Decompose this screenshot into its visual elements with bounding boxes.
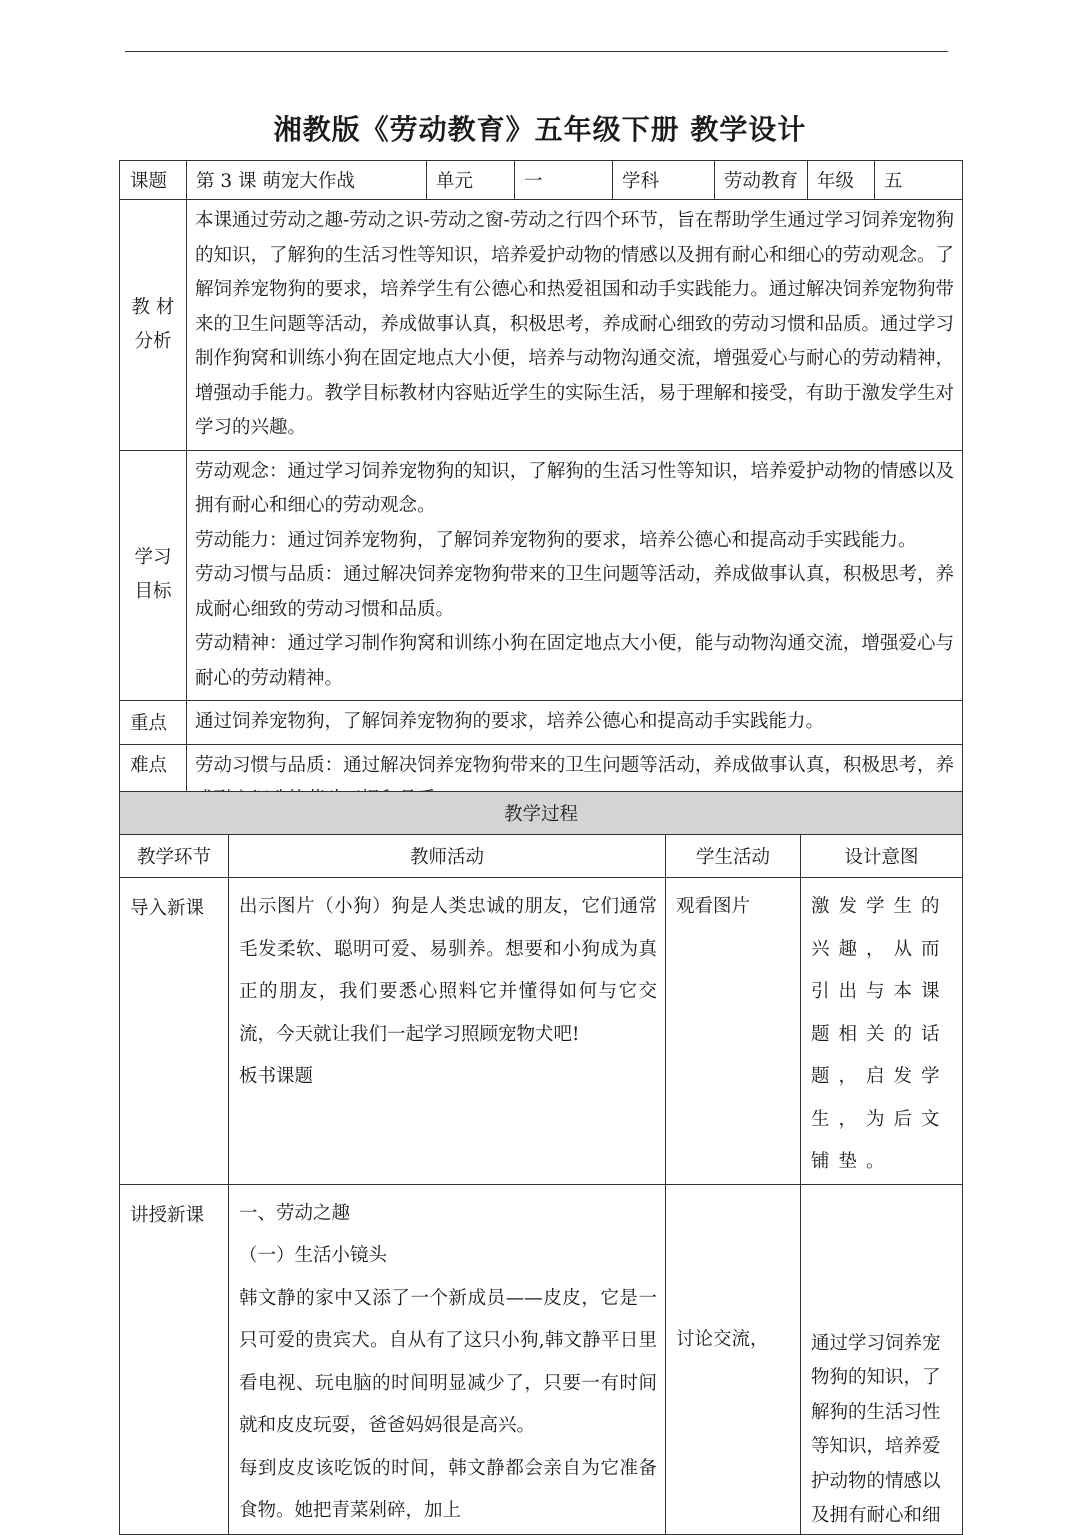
process-header-row (120, 835, 963, 878)
intro-teacher-note: 板书课题 (239, 1066, 314, 1087)
analysis-label-line1: 教 材 (131, 296, 175, 318)
teach-subsection: （一）生活小镜头 (239, 1245, 388, 1266)
objective-item: 劳动能力：通过饲养宠物狗，了解饲养宠物狗的要求，培养公德心和提高动手实践能力。 (195, 529, 917, 551)
lesson-label: 课题 (120, 161, 187, 200)
objectives-label (120, 450, 187, 701)
intro-row (120, 878, 963, 1185)
difficulty-label: 难点 (120, 744, 187, 822)
document-title: 湘教版《劳动教育》五年级下册 教学设计 (273, 113, 807, 146)
teach-row (120, 1184, 963, 1534)
intro-student: 观看图片 (666, 878, 801, 1185)
objectives-label-line2: 目标 (134, 581, 172, 603)
teaching-process-table (119, 791, 963, 1535)
difficulty-text: 劳动习惯与品质：通过解决饲养宠物狗带来的卫生问题等活动，养成做事认真，积极思考，养 (187, 744, 963, 822)
unit-value: 一 (515, 161, 613, 200)
lesson-value: 第 3 课 萌宠大作战 (187, 161, 427, 200)
key-point-row (120, 701, 963, 745)
header-teacher: 教师活动 (229, 835, 666, 878)
intro-teacher (229, 878, 666, 1185)
intro-intent (801, 878, 963, 1185)
grade-label: 年级 (808, 161, 875, 200)
analysis-row (120, 200, 963, 451)
process-band-title: 教学过程 (120, 792, 963, 835)
teach-intent: 通过学习饲养宠物狗的知识，了解狗的生活习性等知识，培养爱护动物的情感以及拥有耐心和细 (801, 1184, 963, 1534)
analysis-label (120, 200, 187, 451)
info-row (120, 161, 963, 200)
grade-value: 五 (875, 161, 963, 200)
subject-label: 学科 (613, 161, 715, 200)
key-point-label: 重点 (120, 701, 187, 745)
header-rule (125, 51, 948, 52)
key-point-text: 通过饲养宠物狗，了解饲养宠物狗的要求，培养公德心和提高动手实践能力。 (187, 701, 963, 745)
analysis-label-line2: 分析 (134, 330, 172, 352)
objective-item: 劳动精神：通过学习制作狗窝和训练小狗在固定地点大小便，能与动物沟通交流，增强爱心与耐心的劳动精神。 (195, 633, 954, 689)
intro-intent-text: 激发学生的兴趣，从而引出与本课题相关的话题，启发学生，为后文铺垫。 (811, 896, 949, 1172)
objectives-row (120, 450, 963, 701)
process-band-row (120, 792, 963, 835)
header-stage: 教学环节 (120, 835, 229, 878)
teach-stage: 讲授新课 (120, 1184, 229, 1534)
unit-label: 单元 (427, 161, 515, 200)
teach-para2: 每到皮皮该吃饭的时间，韩文静都会亲自为它准备食物。她把青菜剁碎，加上 (239, 1457, 657, 1521)
teach-teacher (229, 1184, 666, 1534)
objectives-label-line1: 学习 (134, 547, 172, 569)
teach-section: 一、劳动之趣 (239, 1202, 351, 1224)
subject-value: 劳动教育 (715, 161, 808, 200)
teach-para1: 韩文静的家中又添了一个新成员——皮皮，它是一只可爱的贵宾犬。自从有了这只小狗,韩文静平日里看电视、玩电脑的时间明显减少了，只要一有时间就和皮皮玩耍，爸爸妈妈很是高兴。 (239, 1287, 657, 1436)
intro-teacher-text: 出示图片（小狗）狗是人类忠诚的朋友，它们通常毛发柔软、聪明可爱、易驯养。想要和小狗成为真正的朋友，我们要悉心照料它并懂得如何与它交流，今天就让我们一起学习照顾宠物犬吧! (239, 896, 657, 1045)
objective-item: 劳动观念：通过学习饲养宠物狗的知识，了解狗的生活习性等知识，培养爱护动物的情感以及拥有耐心和细心的劳动观念。 (195, 460, 954, 516)
teach-student: 讨论交流， (666, 1184, 801, 1534)
intro-stage: 导入新课 (120, 878, 229, 1185)
header-intent: 设计意图 (801, 835, 963, 878)
analysis-text: 本课通过劳动之趣-劳动之识-劳动之窗-劳动之行四个环节，旨在帮助学生通过学习饲养宠物狗的知识，了解狗的生活习性等知识，培养爱护动物的情感以及拥有耐心和细心的劳动观念。了解饲养宠物狗的要求，培养学生有公德心和热爱祖国和动手实践能力。通过解决饲养宠物狗带来的卫生问题等活动，养成做事认真，积极思考，养成耐心细致的劳动习惯和品质。通过学习制作狗窝和训练小狗在固定地点大小便，培养与动物沟通交流，增强爱心与耐心的劳动精神，增强动手能力。教学目标教材内容贴近学生的实际生活，易于理解和接受，有助于激发学生对学习的兴趣。 (187, 200, 963, 451)
objectives-text (187, 450, 963, 701)
header-student: 学生活动 (666, 835, 801, 878)
objective-item: 劳动习惯与品质：通过解决饲养宠物狗带来的卫生问题等活动，养成做事认真，积极思考，养成耐心细致的劳动习惯和品质。 (195, 564, 954, 620)
lesson-info-table (119, 160, 963, 823)
